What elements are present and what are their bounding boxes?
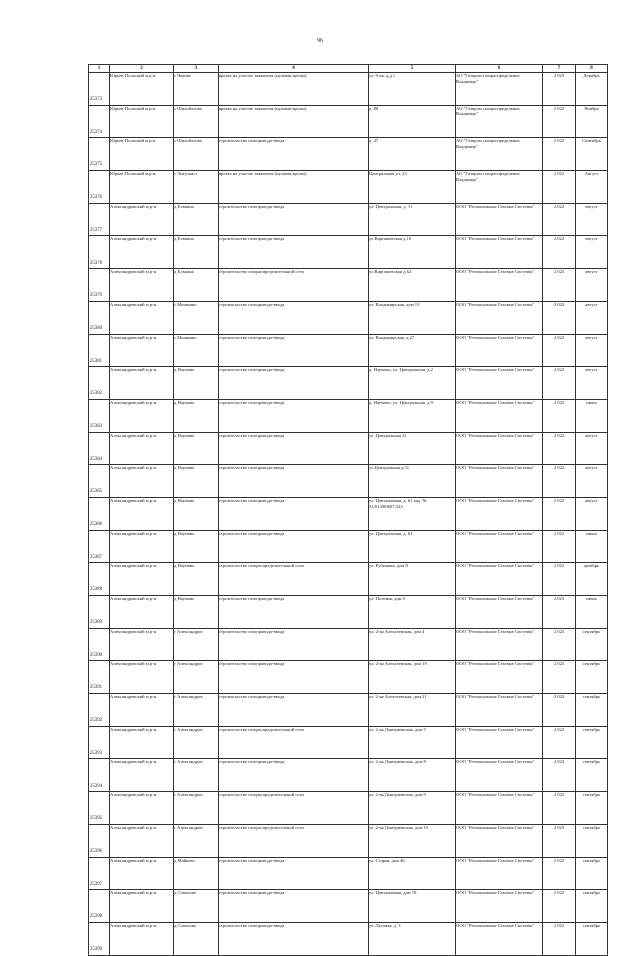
row-number-cell (89, 694, 110, 727)
row-number: 25396 (90, 848, 102, 854)
month-cell: Август (576, 171, 608, 204)
district-cell: Юрьев-Польский м.р-н (110, 171, 174, 204)
row-number: 25383 (90, 423, 102, 429)
locality-cell: д Наумово (174, 367, 219, 400)
month-cell: сентябрь (576, 628, 608, 661)
year-cell: 2 022 (543, 497, 576, 530)
month-cell: июнь (576, 596, 608, 629)
organization-cell: ООО "Региональные Газовые Системы" (456, 596, 543, 629)
row-number-cell (89, 792, 110, 825)
district-cell: Александровский м.р-н (110, 824, 174, 857)
row-number-cell (89, 203, 110, 236)
address-cell: ул. 2-ая Дмитриевская, дом 9 (369, 792, 456, 825)
locality-cell: д Елькино (174, 236, 219, 269)
district-cell: Александровский м.р-н (110, 661, 174, 694)
district-cell: Александровский м.р-н (110, 857, 174, 890)
work-type-cell: строительство газопровода-ввода (219, 138, 369, 171)
year-cell: 2 022 (543, 465, 576, 498)
address-cell: ул. Центральная, д. 63 (369, 530, 456, 563)
table-row (89, 726, 608, 759)
address-cell: ул. 2-ая Алексеевская, дом 21 (369, 694, 456, 727)
locality-cell: с Энтузиаст (174, 171, 219, 204)
address-cell: ул. Рубежная, дом 8 (369, 563, 456, 596)
work-type-cell: строительство газопровода-ввода (219, 596, 369, 629)
address-cell: ул. 2-ая Алексеевская, дом 4 (369, 628, 456, 661)
organization-cell: ООО "Региональные Газовые Системы" (456, 432, 543, 465)
month-cell: Декабрь (576, 73, 608, 106)
year-cell: 2 022 (543, 334, 576, 367)
address-cell: д. 80 (369, 105, 456, 138)
locality-cell: с Чеково (174, 73, 219, 106)
year-cell: 2 023 (543, 824, 576, 857)
year-cell: 2 023 (543, 694, 576, 727)
month-cell: сентябрь (576, 792, 608, 825)
year-cell: 2 022 (543, 857, 576, 890)
table-row (89, 497, 608, 530)
organization-cell: ООО "Региональные Газовые Системы" (456, 726, 543, 759)
work-type-cell: строительство газопровода-ввода (219, 857, 369, 890)
organization-cell: АО "Газпром газораспределение Владимир" (456, 105, 543, 138)
row-number: 25388 (90, 587, 102, 593)
address-cell: ул. 2-ая Алексеевская, дом 19 (369, 661, 456, 694)
month-cell: август (576, 269, 608, 302)
work-type-cell: врезка на участке заявителя (нулевая врезка) (219, 73, 369, 106)
organization-cell: ООО "Региональные Газовые Системы" (456, 759, 543, 792)
row-number-cell (89, 105, 110, 138)
locality-cell: д Наумово (174, 432, 219, 465)
month-cell: Сентябрь (576, 138, 608, 171)
row-number-cell (89, 236, 110, 269)
locality-cell: с Шихобалово (174, 138, 219, 171)
column-header: 8 (576, 65, 608, 73)
row-number: 25395 (90, 816, 102, 822)
table-row (89, 596, 608, 629)
address-cell: ул. Старая, дом 46 (369, 857, 456, 890)
table-row (89, 432, 608, 465)
column-header: 1 (89, 65, 110, 73)
table-row (89, 857, 608, 890)
column-header: 3 (174, 65, 219, 73)
work-type-cell: строительство газопровода-ввода (219, 628, 369, 661)
address-cell: ул. 2-ая Дмитриевская, дом 5 (369, 726, 456, 759)
locality-cell: г Александров (174, 726, 219, 759)
district-cell: Александровский м.р-н (110, 236, 174, 269)
organization-cell: АО "Газпром газораспределение Владимир" (456, 73, 543, 106)
locality-cell: г Александров (174, 661, 219, 694)
organization-cell: ООО "Региональные Газовые Системы" (456, 236, 543, 269)
address-cell: ул. Полевая, дом 5 (369, 596, 456, 629)
locality-cell: д Наумово (174, 530, 219, 563)
locality-cell: с Мошнино (174, 301, 219, 334)
row-number-cell (89, 73, 110, 106)
organization-cell: ООО "Региональные Газовые Системы" (456, 203, 543, 236)
organization-cell: ООО "Региональные Газовые Системы" (456, 628, 543, 661)
row-number-cell (89, 432, 110, 465)
year-cell: 2 022 (543, 726, 576, 759)
work-type-cell: строительство газопровода-ввода (219, 203, 369, 236)
row-number: 25379 (90, 293, 102, 299)
month-cell: август (576, 497, 608, 530)
district-cell: Александровский м.р-н (110, 759, 174, 792)
row-number: 25380 (90, 325, 102, 331)
organization-cell: ООО "Региональные Газовые Системы" (456, 563, 543, 596)
row-number: 25377 (90, 227, 102, 233)
year-cell: 2 023 (543, 759, 576, 792)
organization-cell: АО "Газпром газораспределение Владимир" (456, 138, 543, 171)
row-number-cell (89, 563, 110, 596)
row-number-cell (89, 497, 110, 530)
month-cell: август (576, 301, 608, 334)
work-type-cell: строительство газопровода-ввода (219, 759, 369, 792)
row-number: 25378 (90, 260, 102, 266)
row-number-cell (89, 890, 110, 923)
table-row (89, 334, 608, 367)
organization-cell: ООО "Региональные Газовые Системы" (456, 661, 543, 694)
year-cell: 2 023 (543, 792, 576, 825)
row-number-cell (89, 301, 110, 334)
district-cell: Александровский м.р-н (110, 432, 174, 465)
row-number-cell (89, 726, 110, 759)
year-cell: 2 022 (543, 432, 576, 465)
locality-cell: д Елькино (174, 203, 219, 236)
column-header: 5 (369, 65, 456, 73)
locality-cell: г Александров (174, 824, 219, 857)
district-cell: Юрьев-Польский м.р-н (110, 138, 174, 171)
district-cell: Юрьев-Польский м.р-н (110, 73, 174, 106)
address-cell: ул. Центральная, д. 11 (369, 203, 456, 236)
district-cell: Александровский м.р-н (110, 269, 174, 302)
table-row (89, 105, 608, 138)
row-number-cell (89, 661, 110, 694)
month-cell: август (576, 334, 608, 367)
organization-cell: ООО "Региональные Газовые Системы" (456, 497, 543, 530)
table-row (89, 269, 608, 302)
row-number: 25398 (90, 914, 102, 920)
table-row (89, 465, 608, 498)
district-cell: Александровский м.р-н (110, 465, 174, 498)
locality-cell: д Наумово (174, 497, 219, 530)
address-cell: ул.Центральная д.51 (369, 465, 456, 498)
district-cell: Александровский м.р-н (110, 334, 174, 367)
district-cell: Александровский м.р-н (110, 922, 174, 955)
month-cell: август (576, 236, 608, 269)
year-cell: 2 023 (543, 661, 576, 694)
month-cell: август (576, 432, 608, 465)
work-type-cell: врезка на участке заявителя (нулевая врезка) (219, 171, 369, 204)
organization-cell: ООО "Региональные Газовые Системы" (456, 530, 543, 563)
table-row (89, 138, 608, 171)
column-header: 7 (543, 65, 576, 73)
month-cell: август (576, 465, 608, 498)
month-cell: август (576, 203, 608, 236)
organization-cell: ООО "Региональные Газовые Системы" (456, 694, 543, 727)
district-cell: Александровский м.р-н (110, 563, 174, 596)
work-type-cell: строительство газораспределительной сети (219, 824, 369, 857)
table-row (89, 171, 608, 204)
row-number: 25385 (90, 489, 102, 495)
locality-cell: д Наумово (174, 596, 219, 629)
year-cell: 2 023 (543, 301, 576, 334)
month-cell: сентябрь (576, 726, 608, 759)
work-type-cell: строительство газораспределительной сети (219, 726, 369, 759)
row-number: 25381 (90, 358, 102, 364)
address-cell: ул. Владимирская, дом 15 (369, 301, 456, 334)
table-row (89, 792, 608, 825)
address-cell: д. 47 (369, 138, 456, 171)
district-cell: Александровский м.р-н (110, 890, 174, 923)
year-cell: 2 023 (543, 563, 576, 596)
address-cell: ул. Центральная, дом 78 (369, 890, 456, 923)
district-cell: Александровский м.р-н (110, 792, 174, 825)
locality-cell: д Соколово (174, 922, 219, 955)
work-type-cell: строительство газопровода-ввода (219, 236, 369, 269)
work-type-cell: строительство газопровода-ввода (219, 334, 369, 367)
district-cell: Юрьев-Польский м.р-н (110, 105, 174, 138)
organization-cell: ООО "Региональные Газовые Системы" (456, 334, 543, 367)
district-cell: Александровский м.р-н (110, 530, 174, 563)
month-cell: июнь (576, 399, 608, 432)
work-type-cell: строительство газопровода-ввода (219, 465, 369, 498)
year-cell: 2 023 (543, 73, 576, 106)
work-type-cell: строительство газопровода-ввода (219, 367, 369, 400)
table-row (89, 563, 608, 596)
year-cell: 2 022 (543, 138, 576, 171)
row-number: 25384 (90, 456, 102, 462)
organization-cell: ООО "Региональные Газовые Системы" (456, 890, 543, 923)
year-cell: 2 023 (543, 530, 576, 563)
table-row (89, 824, 608, 857)
row-number-cell (89, 367, 110, 400)
month-cell: сентябрь (576, 922, 608, 955)
district-cell: Александровский м.р-н (110, 726, 174, 759)
work-type-cell: строительство газопровода-ввода (219, 399, 369, 432)
table-row (89, 530, 608, 563)
work-type-cell: строительство газопровода-ввода (219, 432, 369, 465)
row-number-cell (89, 596, 110, 629)
year-cell: 2 023 (543, 922, 576, 955)
month-cell: сентябрь (576, 694, 608, 727)
row-number-cell (89, 922, 110, 955)
month-cell: Ноябрь (576, 105, 608, 138)
address-cell: ул.Варгашевская д.10 (369, 236, 456, 269)
row-number: 25373 (90, 97, 102, 103)
year-cell: 2 022 (543, 367, 576, 400)
address-cell: ул. 2-ая Дмитриевская, дом 15 (369, 824, 456, 857)
organization-cell: ООО "Региональные Газовые Системы" (456, 367, 543, 400)
table-row (89, 661, 608, 694)
column-header: 4 (219, 65, 369, 73)
table-row (89, 301, 608, 334)
work-type-cell: строительство газопровода-ввода (219, 661, 369, 694)
year-cell: 2 022 (543, 105, 576, 138)
row-number-cell (89, 465, 110, 498)
year-cell: 2 023 (543, 269, 576, 302)
organization-cell: ООО "Региональные Газовые Системы" (456, 792, 543, 825)
year-cell: 2 023 (543, 171, 576, 204)
table-row (89, 399, 608, 432)
month-cell: сентябрь (576, 661, 608, 694)
row-number: 25374 (90, 129, 102, 135)
organization-cell: ООО "Региональные Газовые Системы" (456, 269, 543, 302)
row-number: 25397 (90, 881, 102, 887)
work-type-cell: строительство газопровода-ввода (219, 890, 369, 923)
column-header: 2 (110, 65, 174, 73)
table-row (89, 367, 608, 400)
address-cell: ул. 9-ая, д.д.1 (369, 73, 456, 106)
work-type-cell: врезка на участке заявителя (нулевая врезка) (219, 105, 369, 138)
organization-cell: ООО "Региональные Газовые Системы" (456, 824, 543, 857)
gasification-register-table (88, 64, 608, 956)
month-cell: сентябрь (576, 857, 608, 890)
row-number-cell (89, 857, 110, 890)
row-number: 25376 (90, 195, 102, 201)
table-row (89, 759, 608, 792)
year-cell: 2 023 (543, 399, 576, 432)
district-cell: Александровский м.р-н (110, 203, 174, 236)
table-row (89, 628, 608, 661)
column-header: 6 (456, 65, 543, 73)
row-number-cell (89, 399, 110, 432)
row-number: 25375 (90, 162, 102, 168)
locality-cell: с Шихобалово (174, 105, 219, 138)
row-number: 25392 (90, 718, 102, 724)
table-row (89, 694, 608, 727)
row-number: 25399 (90, 946, 102, 952)
row-number-cell (89, 171, 110, 204)
work-type-cell: строительство газораспределительной сети (219, 792, 369, 825)
locality-cell: д Соколово (174, 890, 219, 923)
address-cell: ул.Варгашевская д.62 (369, 269, 456, 302)
address-cell: ул. Владимирская, д.27 (369, 334, 456, 367)
year-cell: 2 022 (543, 236, 576, 269)
work-type-cell: строительство газопровода-ввода (219, 530, 369, 563)
year-cell: 2 023 (543, 628, 576, 661)
district-cell: Александровский м.р-н (110, 596, 174, 629)
row-number: 25393 (90, 750, 102, 756)
address-cell: ул. Центральная 31 (369, 432, 456, 465)
table-row (89, 73, 608, 106)
district-cell: Александровский м.р-н (110, 301, 174, 334)
district-cell: Александровский м.р-н (110, 628, 174, 661)
row-number-cell (89, 334, 110, 367)
address-cell: Центральная ул, 23 (369, 171, 456, 204)
table-row (89, 890, 608, 923)
page-number: 96 (317, 38, 323, 44)
work-type-cell: строительство газопровода-ввода (219, 694, 369, 727)
row-number: 25391 (90, 685, 102, 691)
organization-cell: АО "Газпром газораспределение Владимир" (456, 171, 543, 204)
work-type-cell: строительство газопровода-ввода (219, 922, 369, 955)
month-cell: июнь (576, 530, 608, 563)
row-number: 25387 (90, 554, 102, 560)
district-cell: Александровский м.р-н (110, 399, 174, 432)
address-cell: ул. 2-ая Дмитриевская, дом 8 (369, 759, 456, 792)
work-type-cell: строительство газопровода-ввода (219, 497, 369, 530)
work-type-cell: строительство газораспределительной сети (219, 563, 369, 596)
address-cell: ул. Центральная, д. 61 кад. № 33:01:000607:323 (369, 497, 456, 530)
row-number-cell (89, 530, 110, 563)
locality-cell: д Наумово (174, 465, 219, 498)
work-type-cell: строительство газопровода-ввода (219, 301, 369, 334)
locality-cell: г Александров (174, 628, 219, 661)
row-number-cell (89, 269, 110, 302)
work-type-cell: строительство газораспределительной сети (219, 269, 369, 302)
organization-cell: ООО "Региональные Газовые Системы" (456, 465, 543, 498)
locality-cell: г Александров (174, 759, 219, 792)
district-cell: Александровский м.р-н (110, 367, 174, 400)
month-cell: декабрь (576, 563, 608, 596)
row-number-cell (89, 824, 110, 857)
district-cell: Александровский м.р-н (110, 497, 174, 530)
locality-cell: г Александров (174, 792, 219, 825)
row-number: 25389 (90, 620, 102, 626)
locality-cell: г Александров (174, 694, 219, 727)
header-row (89, 65, 608, 73)
month-cell: сентябрь (576, 890, 608, 923)
month-cell: сентябрь (576, 759, 608, 792)
locality-cell: д Наумово (174, 563, 219, 596)
district-cell: Александровский м.р-н (110, 694, 174, 727)
month-cell: сентябрь (576, 824, 608, 857)
year-cell: 2 022 (543, 203, 576, 236)
row-number: 25390 (90, 652, 102, 658)
month-cell: август (576, 367, 608, 400)
table-row (89, 236, 608, 269)
table-row (89, 922, 608, 955)
organization-cell: ООО "Региональные Газовые Системы" (456, 301, 543, 334)
organization-cell: ООО "Региональные Газовые Системы" (456, 857, 543, 890)
year-cell: 2 022 (543, 890, 576, 923)
row-number-cell (89, 628, 110, 661)
address-cell: д. Наумово, ул. Центральная, д.2 (369, 367, 456, 400)
locality-cell: д Наумово (174, 399, 219, 432)
year-cell: 2 023 (543, 596, 576, 629)
address-cell: д. Наумово, ул. Центральная, д.9 (369, 399, 456, 432)
address-cell: ул. Луговая, д. 3 (369, 922, 456, 955)
organization-cell: ООО "Региональные Газовые Системы" (456, 399, 543, 432)
row-number: 25382 (90, 391, 102, 397)
locality-cell: с Мошнино (174, 334, 219, 367)
row-number-cell (89, 759, 110, 792)
row-number-cell (89, 138, 110, 171)
row-number: 25394 (90, 783, 102, 789)
locality-cell: д Елькино (174, 269, 219, 302)
organization-cell: ООО "Региональные Газовые Системы" (456, 922, 543, 955)
table-row (89, 203, 608, 236)
row-number: 25386 (90, 522, 102, 528)
locality-cell: д Майково (174, 857, 219, 890)
